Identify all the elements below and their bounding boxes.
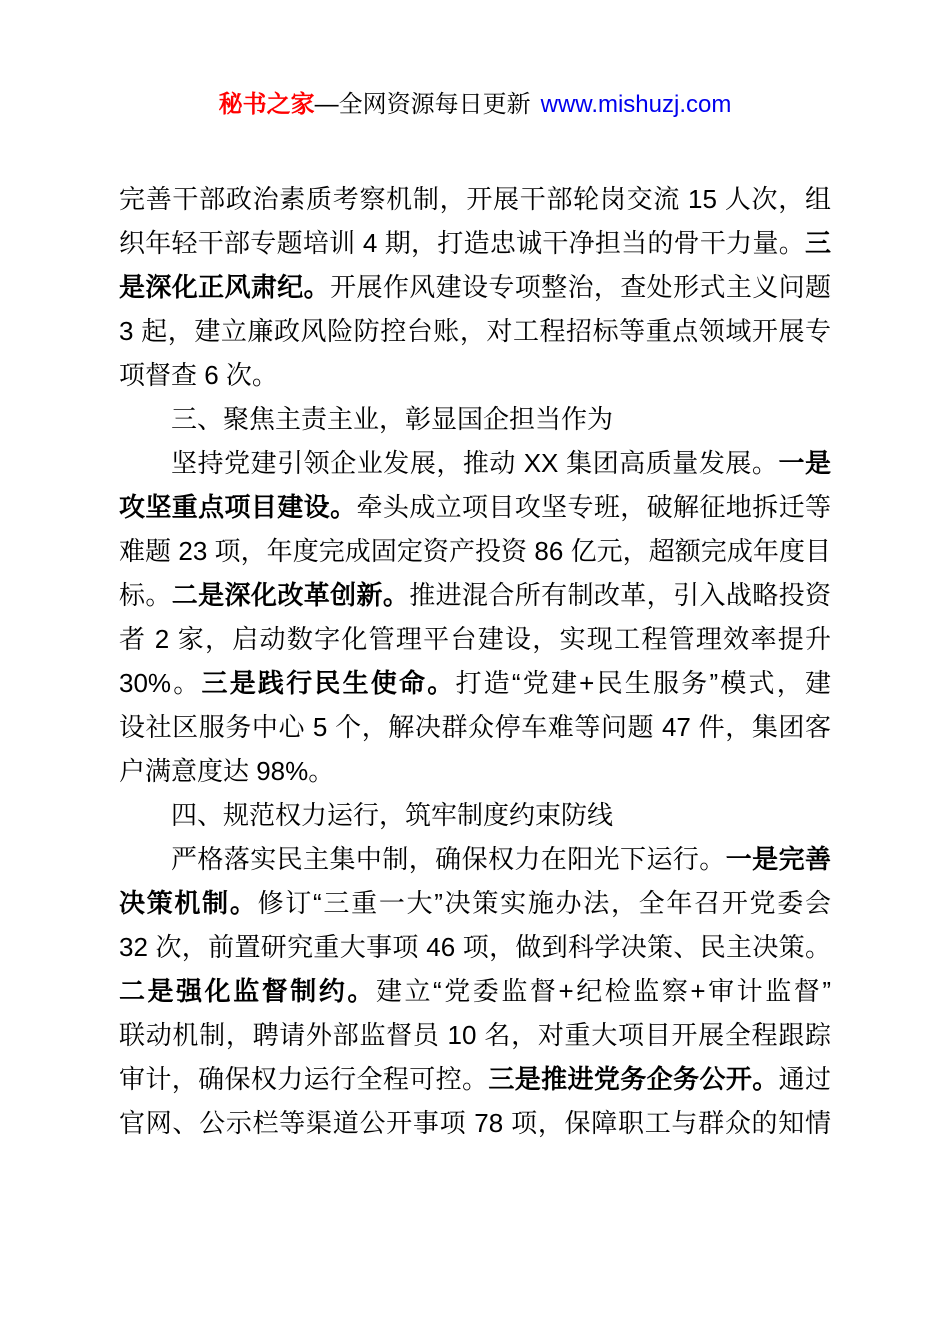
text-line [119, 529, 831, 573]
paragraph [119, 441, 831, 793]
text-line [119, 837, 831, 881]
text-line [119, 177, 831, 221]
text-run: 者 2 家，启动数字化管理平台建设，实现工程管理效率提升 [119, 624, 831, 654]
text-line [119, 573, 831, 617]
text-line [119, 1013, 831, 1057]
text-line [119, 793, 831, 837]
text-run: 推进混合所有制改革，引入战略投资 [409, 580, 831, 610]
bold-text-run: 二是深化改革创新。 [171, 580, 410, 610]
text-run: 修订“三重一大”决策实施办法，全年召开党委会 [257, 888, 831, 918]
text-line [119, 353, 831, 397]
text-run: 3 起，建立廉政风险防控台账，对工程招标等重点领域开展专 [119, 316, 831, 346]
text-line [119, 221, 831, 265]
text-line [119, 485, 831, 529]
text-line [119, 265, 831, 309]
text-line [119, 705, 831, 749]
text-run: 标。 [119, 580, 172, 610]
text-line [119, 1101, 831, 1145]
text-run: 坚持党建引领企业发展，推动 XX 集团高质量发展。 [171, 448, 779, 478]
bold-text-run: 三 [804, 228, 831, 258]
text-run: 难题 23 项，年度完成固定资产投资 86 亿元，超额完成年度目 [119, 536, 831, 566]
text-run: 30%。 [119, 668, 202, 698]
bold-text-run: 一是完善 [725, 844, 831, 874]
text-run: 户满意度达 98%。 [119, 756, 335, 786]
text-line [119, 881, 831, 925]
bold-text-run: 二是强化监督制约。 [119, 976, 376, 1006]
text-run: 设社区服务中心 5 个，解决群众停车难等问题 47 件，集团客 [119, 712, 831, 742]
text-run: 完善干部政治素质考察机制，开展干部轮岗交流 15 人次，组 [119, 184, 831, 214]
text-line [119, 617, 831, 661]
bold-text-run: 三是践行民生使命。 [201, 668, 456, 698]
text-line [119, 397, 831, 441]
text-run: 织年轻干部专题培训 4 期，打造忠诚干净担当的骨干力量。 [119, 228, 805, 258]
text-run: 审计，确保权力运行全程可控。 [119, 1064, 489, 1094]
text-line [119, 661, 831, 705]
text-line [119, 1057, 831, 1101]
text-run: 严格落实民主集中制，确保权力在阳光下运行。 [171, 844, 726, 874]
text-line [119, 969, 831, 1013]
text-line [119, 309, 831, 353]
text-run: 打造“党建+民生服务”模式，建 [455, 668, 831, 698]
bold-text-run: 三是推进党务企务公开。 [488, 1064, 779, 1094]
section-heading [119, 397, 831, 441]
bold-text-run: 决策机制。 [119, 888, 258, 918]
text-line [119, 925, 831, 969]
bold-text-run: 一是 [778, 448, 831, 478]
text-line [119, 441, 831, 485]
section-heading [119, 793, 831, 837]
text-run: 四、规范权力运行，筑牢制度约束防线 [171, 800, 614, 830]
header-tagline: 全网资源每日更新 [338, 91, 531, 118]
bold-text-run: 攻坚重点项目建设。 [119, 492, 357, 522]
text-run: 联动机制，聘请外部监督员 10 名，对重大项目开展全程跟踪 [119, 1020, 831, 1050]
paragraph [119, 177, 831, 397]
text-run: 项督查 6 次。 [119, 360, 278, 390]
site-brand: 秘书之家 [218, 91, 315, 118]
text-run: 牵头成立项目攻坚专班，破解征地拆迁等 [356, 492, 831, 522]
text-line [119, 749, 831, 793]
text-run: 开展作风建设专项整治，查处形式主义问题 [330, 272, 831, 302]
header-separator: — [314, 91, 339, 118]
text-run: 官网、公示栏等渠道公开事项 78 项，保障职工与群众的知情 [119, 1108, 831, 1138]
text-run: 建立“党委监督+纪检监察+审计监督” [375, 976, 831, 1006]
page-header [0, 87, 950, 123]
site-url-link[interactable]: www.mishuzj.com [540, 91, 732, 118]
text-run: 通过 [778, 1064, 831, 1094]
document-body [119, 177, 831, 1145]
bold-text-run: 是深化正风肃纪。 [119, 272, 331, 302]
text-run: 32 次，前置研究重大事项 46 项，做到科学决策、民主决策。 [119, 932, 831, 962]
text-run: 三、聚焦主责主业，彰显国企担当作为 [171, 404, 614, 434]
paragraph [119, 837, 831, 1145]
